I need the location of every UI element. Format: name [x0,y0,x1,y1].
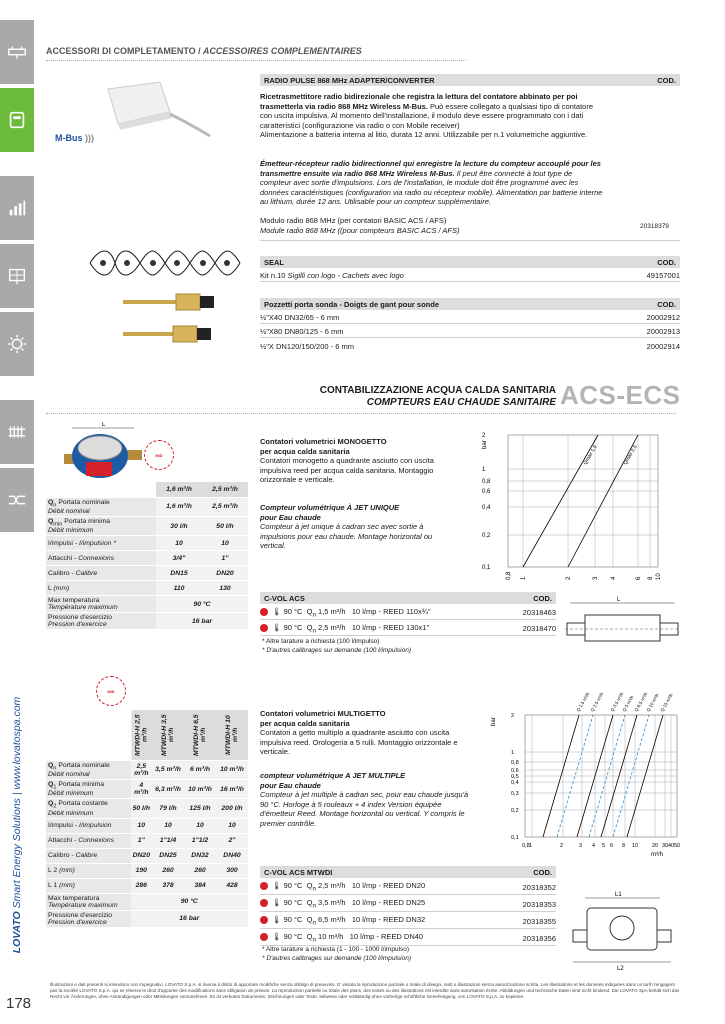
pozzetti-bar [260,298,680,310]
mbus-logo: M-Bus ))) [55,133,95,143]
table-row: $Q_n$ Portata nominale Débit nominal 2,5 m³/h 3,5 m³/h 6 m³/h 10 m³/h [46,760,248,779]
chart-icon[interactable] [0,176,34,242]
x-tick-label: 2 [560,843,564,849]
x-tick-label: 40 [668,843,675,849]
radio-module-image [100,74,220,144]
cvol-acs-bar-title: C-VOL ACS [264,593,305,603]
section-divider [46,413,676,414]
x-tick-label: 2 [566,576,572,580]
x-tick-label: 3 [593,576,599,580]
mono-technical-drawing [565,595,680,655]
probe-pockets-image [118,288,228,358]
mid-badge: MID [96,676,126,706]
section-code: ACS-ECS [560,380,681,410]
table-row: Attacchi - Connexions 3/4" 1" [46,551,248,566]
y-tick-label: 0,1 [511,835,519,841]
series-label: Q 1,5 m³/h [575,691,591,713]
status-dot [260,916,268,924]
mono-desc-fr: Compteur volumétrique À JET UNIQUE pour Eau chaude Compteur à jet unique à cadran sec avec sortie à impulsions pour eau chaude. Montage horizontal ou vertical. [260,503,433,550]
thermometer-icon: 🌡 [272,606,282,616]
status-dot [260,882,268,890]
multi-desc-fr: compteur volumétrique A JET MULTIPLE pour Eau chaude Compteur à jet multiple à cadran sec, pour eau chaude jusqu'à 90 °C. Horloge à 5 rouleaux + 4 index Version équipée d'émetteur Reed. Montage horizontal ou vertical. Y compris le premier contrôle. [260,771,469,828]
status-dot [260,933,268,941]
header-title-fr: ACCESSOIRES COMPLEMENTAIRES [200,46,362,56]
y-tick-label: 0,5 [511,774,519,780]
table-row: $Q_n$ Portata nominale Débit nominal 1,6 m³/h 2,5 m³/h [46,497,248,516]
thermometer-icon: 🌡 [272,898,282,908]
y-tick-label: 0,2 [511,808,519,814]
mid-badge: MID [144,440,174,470]
thermometer-icon: 🌡 [272,915,282,925]
x-tick-label: 8 [622,843,626,849]
mono-desc-it: Contatori volumetrici MONOGETTO per acqua calda sanitaria Contatori monogetto a quadrante asciutto con uscita impulsiva reed per acqua calda sanitaria. Montaggio orizzontale e verticale. [260,437,434,484]
mono-spec-table: 1,6 m³/h 2,5 m³/h $Q_n$ Portata nominale Débit nominal 1,6 m³/h 2,5 m³/h $Q_{min}$ Portata minima Débit minimum 30 l/h 50 l/h I/impulsi - I/impulsion * 10 10 Attacchi - Connexions 3/4" 1" Calibro - Calibre DN15 DN20 L (mm) 110 130 Max temperatura Température maximum 90 °C Pressione d'esercizio Pression d'exercice 16 bar [46,482,248,630]
pipe-icon[interactable] [0,20,34,86]
mono-chart-series-label-2: Qmax 2,5 [622,444,639,466]
y-tick-label: 0,3 [511,791,519,797]
seal-bar-title: SEAL [264,257,285,267]
y-tick-label: 2 [511,713,515,719]
page-number: 178 [6,995,32,1012]
seal-bar [260,256,680,268]
table-row: Calibro - Calibre DN15 DN20 [46,566,248,581]
multi-drawing-l1: L1 [615,892,622,898]
status-dot [260,899,268,907]
table-row: 🌡 90 °C $Q_n$ 1,5 m³/h 10 l/mp - REED 110x¾" 20318463 [260,606,556,620]
meter-icon[interactable] [0,88,34,154]
y-tick-label: 0,6 [482,489,491,495]
series-label: Q 3,5 m³/h [609,691,625,713]
y-tick-label: 0,8 [511,760,519,766]
table-row: L 1 (mm) 286 378 384 428 [46,878,248,893]
table-row: 🌡 90 °C $Q_n$ 10 m³/h 10 l/mp - REED DN40 20318356 [260,931,556,946]
thermometer-icon: 🌡 [272,881,282,891]
table-row: L (mm) 110 130 [46,581,248,596]
y-tick-label: 1 [511,750,515,756]
x-tick-label: 30 [662,843,669,849]
thermometer-icon: 🌡 [272,932,282,942]
radio-item-cod: 20318379 [640,223,669,230]
vertical-brand-text [2,690,32,960]
table-row: ½"X DN120/150/200 - 6 mm 20002914 [260,341,680,351]
x-tick-label: 3 [579,843,583,849]
x-tick-label: 10 [656,573,662,580]
multi-desc-it: Contatori volumetrici MULTIGETTO per acqua calda sanitaria Contatori a getto multiplo a quadrante asciutto con uscita impulsiva reed. Orologeria a 5 rulli. Montaggio orizzontale e verticale. [260,709,458,756]
y-tick-label: 0,2 [482,533,491,539]
table-row: 🌡 90 °C $Q_n$ 3,5 m³/h 10 l/mp - REED DN25 20318353 [260,897,556,912]
series-label: Q 15 m³/h [659,692,674,713]
y-tick-label: 0,6 [511,768,519,774]
table-row: 🌡 90 °C $Q_n$ 2,5 m³/h 10 l/mp - REED DN20 20318352 [260,880,556,895]
sun-icon[interactable] [0,312,34,378]
y-tick-label: 0,4 [511,780,519,786]
mono-chart-series-label-1: Qmax 1,5 [582,444,599,466]
sidebar [0,0,34,1024]
table-row: Pressione d'esercizio Pression d'exercice 16 bar [46,613,248,630]
seal-image [85,245,245,280]
thermometer-icon: 🌡 [272,622,282,632]
table-row: 🌡 90 °C $Q_n$ 6,5 m³/h 10 l/mp - REED DN32 20318355 [260,914,556,929]
mono-chart-ylabel: bar [482,440,488,449]
radio-bar-cod: COD. [657,75,676,85]
radiator-icon[interactable] [0,400,34,466]
seal-row: Kit n.10 Sigilli con logo - Cachets avec logo 49157001 [260,271,680,280]
series-label: Q 6,5 m³/h [633,691,649,713]
multi-pressure-chart [485,690,685,860]
x-tick-label: 8 [648,576,654,580]
status-dot [260,624,268,632]
mono-dim-label: L [102,422,106,428]
x-tick-label: 50 [674,843,681,849]
multi-chart-ylabel: bar [491,717,497,726]
pozzetti-bar-cod: COD. [657,299,676,309]
page-header [46,46,362,56]
x-tick-label: 4 [592,843,596,849]
y-tick-label: 0,1 [482,565,491,571]
x-tick-label: 5 [602,843,606,849]
multi-chart-xunit: m³/h [651,852,663,858]
radio-desc-fr: Émetteur-récepteur radio bidirectionnel qui enregistre la lecture du compteur accouplé pour les transmettre ensuite via radio 868 MHz Wireless M-Bus. Il peut être connecté à tout type de compteur avec sortie d'impulsions. Lors de l'installation, le module doit être programmé avec les données caractéristiques (configuration via radio ou récepteur mobile). Alimentation par batterie interne au lithium, durée 12 ans. Utilisable pour un compteur supplémentaire. [260,159,603,206]
footer-disclaimer: Illustrazioni e dati presenti si intendono non impegnativi. LOVATO S.p.A. si riserva il diritto di apportare modifiche senza obbligo di preavviso. E' vietata la riproduzione parziale o totale di disegni, testi o illustrazioni senza autorizzazione scritta. Les illustrations et les données indiquées dans ce tarif n'engagent pas la société LOVATO S.p.A. qui se réserve le droit d'apporter des modifications sans obligation de préavis. La reproduction partielle ou totale des plans, des textes ou des illustrations est interdite sans autorisation écrite. Abbildungen und technische Daten sind nicht bindend. Die LOVATO SpA behält sich das Recht vor Änderungen, ohne Ankündigungen oder Mitteilungen vorzunehmen. Es ist verboten Dokumente, Zeichnungen oder Texte, teilweise oder vollständig ohne vorherige schriftliche Genehmigung, von LOVATO S.p.A. zu kopieren. [50,982,680,999]
multi-notes: * Altre tarature a richiesta (1 - 100 - 1000 l/impulso) * D'autres calibrages sur demande (100 l/impulsion) [262,946,412,962]
x-tick-label: 0,8 [506,571,512,580]
table-row: Max temperatura Température maximum 90 °C [46,893,248,910]
radio-bar-title: RADIO PULSE 868 MHz ADAPTER/CONVERTER [264,75,435,85]
radio-item: Modulo radio 868 MHz (per contatori BASIC ACS / AFS) Module radio 868 MHz ((pour compteurs BASIC ACS / AFS) [260,216,460,235]
table-row: 🌡 90 °C $Q_n$ 2,5 m³/h 10 l/mp - REED 130x1" 20318470 [260,622,556,636]
x-tick-label: 4 [611,576,617,580]
x-tick-label: 6 [610,843,614,849]
valve-icon[interactable] [0,468,34,534]
table-row: L 2 (mm) 190 260 260 300 [46,863,248,878]
cvol-mtwdi-bar-cod: COD. [533,867,552,877]
table-row: Max temperatura Température maximum 90 °C [46,596,248,613]
table-row: I/impulsi - I/impulsion * 10 10 [46,536,248,551]
multi-drawing-l2: L2 [617,966,624,970]
section-title: CONTABILIZZAZIONE ACQUA CALDA SANITARIA COMPTEURS EAU CHAUDE SANITAIRE [319,385,556,408]
x-tick-label: 1 [521,576,527,580]
x-tick-label: 0,8 [522,843,530,849]
series-label: Q 5 m³/h [621,694,635,713]
table-row: Calibro - Calibre DN20 DN25 DN32 DN40 [46,848,248,863]
pozzetti-bar-title: Pozzetti porta sonda - Doigts de gant pour sonde [264,299,440,309]
table-row: Attacchi - Connexions 1" 1"1/4 1"1/2 2" [46,833,248,848]
series-label: Q 10 m³/h [645,692,660,713]
x-tick-label: 1 [529,843,533,849]
brand-tagline: Smart Energy Solutions | www.lovatospa.com [11,696,23,912]
mono-drawing-label: L [617,597,621,603]
mono-notes: * Altre tarature a richiesta (100 l/impulso) * D'autres calibrages sur demande (100 l/impulsion) [262,638,412,654]
x-tick-label: 20 [652,843,659,849]
header-divider [46,60,466,61]
table-row: $Q_{min}$ Portata minima Débit minimum 30 l/h 50 l/h [46,516,248,535]
multi-spec-table: MTWDI-H 2,5 m³/h MTWDI-H 3,5 m³/h MTWDI-H 6,5 m³/h MTWDI-H 10 m³/h $Q_n$ Portata nominale Débit nominal 2,5 m³/h 3,5 m³/h 6 m³/h 10 m³/h $Q_1$ Portata minima Débit minimum 4 m³/h 6,3 m³/h 10 m³/h 16 m³/h $Q_2$ Portata costante Débit minimum 50 l/h 79 l/h 125 l/h 200 l/h I/impulsi - I/impulsion 10 10 10 10 Attacchi - Connexions 1" 1"1/4 1"1/2 2" Calibro - Calibre DN20 DN25 DN32 DN40 L 2 (mm) 190 260 260 300 L 1 (mm) 286 378 384 428 Max temperatura Température maximum 90 °C Pressione d'esercizio Pression d'exercice 16 bar [46,710,248,928]
table-row: ½"X80 DN80/125 - 6 mm 20002913 [260,327,680,336]
cvol-mtwdi-bar-title: C-VOL ACS MTWDI [264,867,333,877]
header-title-it: ACCESSORI DI COMPLETAMENTO / [46,46,201,56]
x-tick-label: 10 [632,843,639,849]
solar-panel-icon[interactable] [0,244,34,310]
radio-row-divider [260,240,680,241]
brand-name: LOVATO [11,911,23,954]
series-label: Q 2,5 m³/h [589,691,605,713]
cvol-acs-bar-cod: COD. [533,593,552,603]
table-row: ½"X40 DN32/65 - 6 mm 20002912 [260,313,680,322]
multi-technical-drawing [565,890,680,970]
table-row: $Q_1$ Portata minima Débit minimum 4 m³/h 6,3 m³/h 10 m³/h 16 m³/h [46,779,248,798]
y-tick-label: 0,8 [482,479,491,485]
cvol-acs-bar [260,592,556,604]
table-row: $Q_2$ Portata costante Débit minimum 50 l/h 79 l/h 125 l/h 200 l/h [46,799,248,818]
mono-pressure-chart [478,425,668,585]
radio-desc-it: Ricetrasmettitore radio bidirezionale che registra la lettura del contatore abbinato per poi trasmetterla via radio 868 MHz Wireless M-Bus. Può essere collegato a qualsiasi tipo di contatore con uscita impulsiva. Al momento dell'installazione, il modulo deve essere programmato con i dati caratteristici (configurazione via radio o con Mobile receiver) Alimentazione a batteria interna al litio, durata 12 anni. Utilizzabile per n.1 volumetriche aggiuntive. [260,92,594,139]
y-tick-label: 1 [482,467,486,473]
y-tick-label: 2 [482,433,486,439]
table-row: Pressione d'esercizio Pression d'exercice 16 bar [46,910,248,927]
x-tick-label: 6 [636,576,642,580]
table-row: I/impulsi - I/impulsion 10 10 10 10 [46,818,248,833]
radio-bar [260,74,680,86]
cvol-mtwdi-bar [260,866,556,878]
y-tick-label: 0,4 [482,505,491,511]
seal-bar-cod: COD. [657,257,676,267]
status-dot [260,608,268,616]
